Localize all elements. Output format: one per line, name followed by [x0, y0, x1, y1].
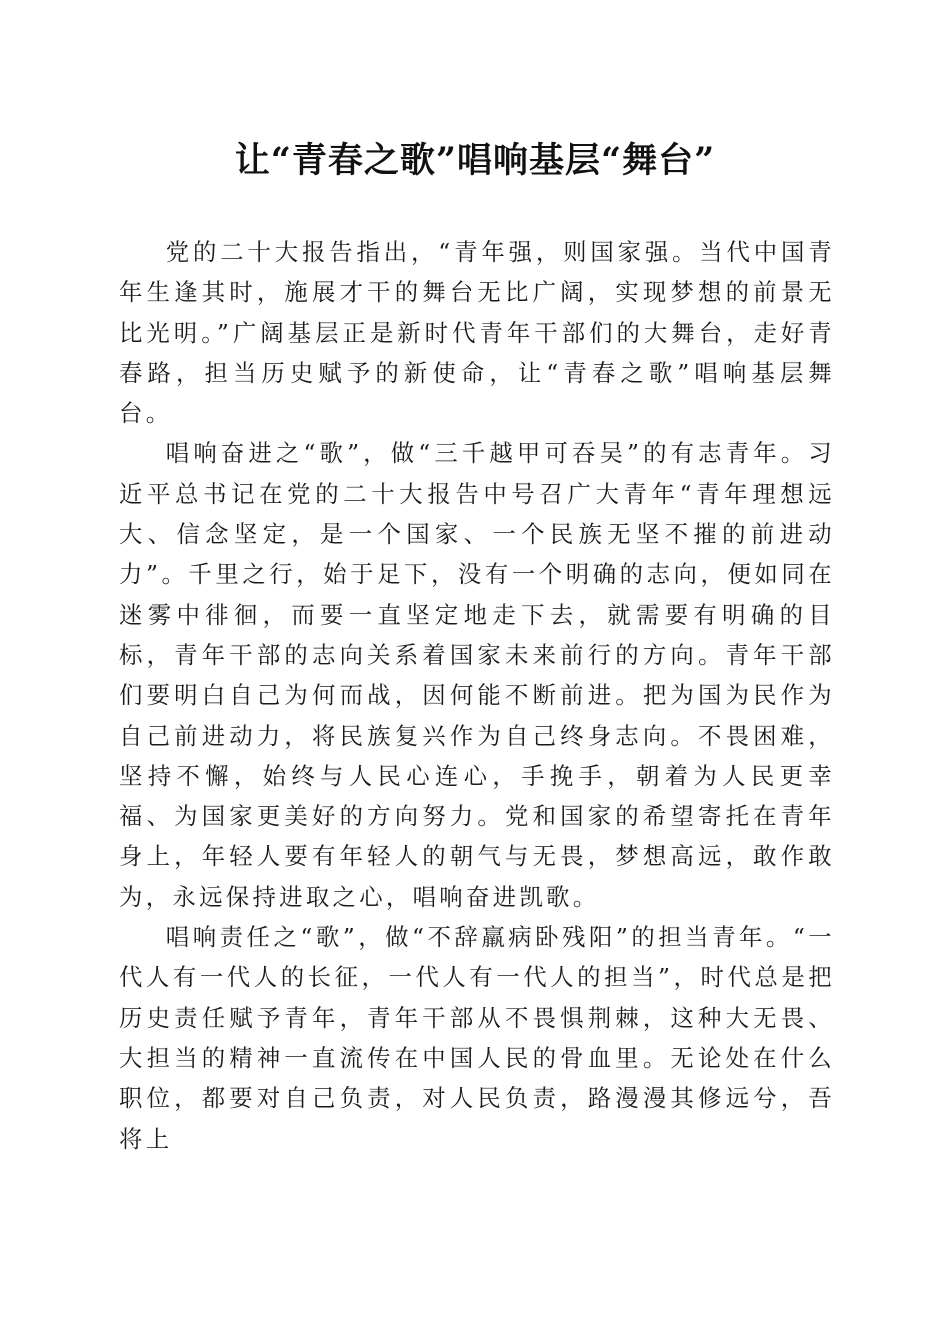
- paragraph-intro: 党的二十大报告指出，“青年强，则国家强。当代中国青年生逢其时，施展才干的舞台无比广阔，实现梦想的前景无比光明。”广阔基层正是新时代青年干部们的大舞台，走好青春路，担当历史赋予的新使命，让“青春之歌”唱响基层舞台。: [119, 238, 835, 428]
- document-title: 让“青春之歌”唱响基层“舞台”: [234, 140, 716, 181]
- paragraph-responsibility-song: 唱响责任之“歌”，做“不辞羸病卧残阳”的担当青年。“一代人有一代人的长征，一代人有一代人的担当”，时代总是把历史责任赋予青年，青年干部从不畏惧荆棘，这种大无畏、大担当的精神一直流传在中国人民的骨血里。无论处在什么职位，都要对自己负责，对人民负责，路漫漫其修远兮，吾将上: [119, 923, 835, 1153]
- paragraph-striving-song: 唱响奋进之“歌”，做“三千越甲可吞吴”的有志青年。习近平总书记在党的二十大报告中号召广大青年“青年理想远大、信念坚定，是一个国家、一个民族无坚不摧的前进动力”。千里之行，始于足下，没有一个明确的志向，便如同在迷雾中徘徊，而要一直坚定地走下去，就需要有明确的目标，青年干部的志向关系着国家未来前行的方向。青年干部们要明白自己为何而战，因何能不断前进。把为国为民作为自己前进动力，将民族复兴作为自己终身志向。不畏困难，坚持不懈，始终与人民心连心，手挽手，朝着为人民更幸福、为国家更美好的方向努力。党和国家的希望寄托在青年身上，年轻人要有年轻人的朝气与无畏，梦想高远，敢作敢为，永远保持进取之心，唱响奋进凯歌。: [119, 439, 835, 911]
- document-body: [119, 232, 835, 1159]
